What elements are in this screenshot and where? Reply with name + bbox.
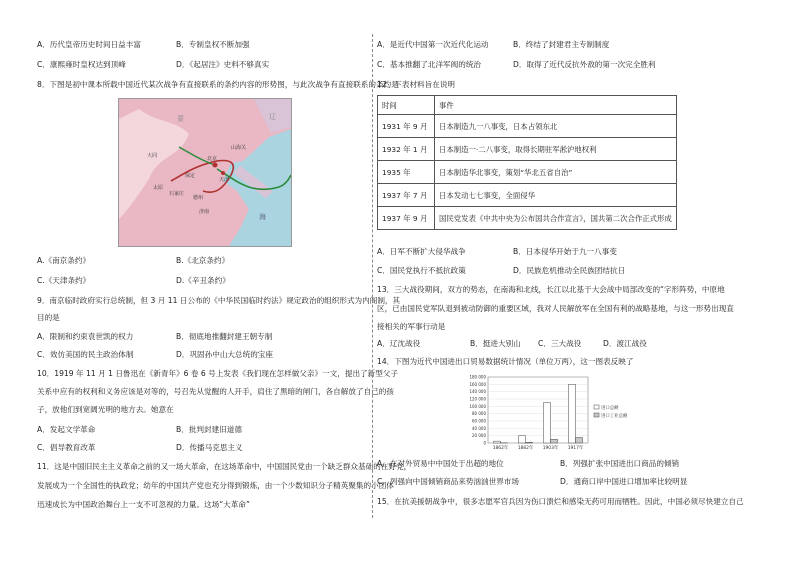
q14-option-c[interactable]: C．列强向中国倾销商品来势汹汹世界市场: [377, 477, 519, 486]
chart-y-tick-label: 60 000: [472, 418, 486, 424]
q10-stem-line2: 关系中应有的权利和义务应该是对等的，号召先从觉醒的人开手，肩住了黑暗的闸门，各自解放了自己的孩: [37, 387, 394, 396]
chart-y-tick-label: 0: [483, 440, 486, 446]
q10-option-c[interactable]: C．倡导教育改革: [37, 443, 96, 452]
chart-y-tick-label: 80 000: [472, 411, 486, 417]
chart-legend: [594, 404, 628, 419]
chart-legend-swatch: [594, 413, 599, 417]
q13-stem-line2: 区，已由国民党军队退到被动防御的重要区域，我对人民解放军在全国有利的战略基地，与这一形势出现直: [377, 304, 734, 313]
q14-option-d[interactable]: D．通商口岸中国进口增加率比较明显: [560, 477, 688, 486]
q13-option-d[interactable]: D．渡江战役: [603, 339, 647, 348]
chart-bar: [569, 384, 576, 443]
chart-y-tick-label: 100 000: [469, 403, 486, 409]
table-cell-time: 1937 年 9 月: [378, 207, 435, 230]
q11-option-a[interactable]: A．是近代中国第一次近代化运动: [377, 40, 489, 49]
q8-option-c[interactable]: C.《天津条约》: [37, 276, 91, 285]
table-cell-event: 日本制造华北事变，策划“华北五省自治”: [435, 161, 677, 184]
map-label-tianjin: 天津: [219, 177, 230, 183]
table-cell-time: 1935 年: [378, 161, 435, 184]
map-label-shanhaiguan: 山海关: [231, 145, 247, 151]
table-cell-event: 日本制造九一八事变，日本占领东北: [435, 115, 677, 138]
chart-x-tick-label: 1903年: [542, 446, 559, 451]
q15-stem: 15．在抗美援朝战争中，很多志愿军官兵因为伤口溃烂和感染无药可用而牺牲。因此，中国必须尽快建立自己: [377, 497, 744, 506]
q14-option-b[interactable]: B．列强扩张中国进出口商品的倾销: [560, 459, 680, 468]
q12-option-c[interactable]: C．国民党执行不抵抗政策: [377, 266, 466, 275]
chart-y-tick-label: 20 000: [472, 433, 486, 439]
map-label-dezhou: 德州: [193, 195, 204, 201]
q9-stem-line1: 9．南京临时政府实行总统制，但 3 月 11 日公布的《中华民国临时约法》规定政治的组织形式为内阁制，其: [37, 296, 401, 305]
q10-option-d[interactable]: D．传播马克思主义: [176, 443, 243, 452]
map-label-jinan: 济南: [199, 209, 210, 215]
table-cell-time: 1931 年 9 月: [378, 115, 435, 138]
q14-option-a[interactable]: A．在对外贸易中中国处于出超的地位: [377, 459, 504, 468]
q7-option-a[interactable]: A．历代皇帝历史时间日益丰富: [37, 40, 141, 49]
q12-option-d[interactable]: D．民族危机推动全民族团结抗日: [513, 266, 626, 275]
chart-y-tick-label: 160 000: [469, 381, 486, 387]
q9-option-b[interactable]: B．彻底地推翻封建王朝专制: [176, 332, 273, 341]
table-cell-event: 国民党发表《中共中央为公布国共合作宣言》，国共第二次合作正式形成: [435, 207, 677, 230]
column-divider: [372, 34, 373, 518]
q13-option-c[interactable]: C．三大战役: [538, 339, 582, 348]
q9-option-d[interactable]: D．巩固孙中山大总统的宝座: [176, 350, 273, 359]
q8-stem: 8．下图是初中课本所载中国近代某次战争有直接联系的条约内容的形势图，与此次战争有直接联系的条约是: [37, 80, 399, 89]
q7-option-b[interactable]: B．专制皇权不断加强: [176, 40, 250, 49]
war-route-map: [118, 98, 292, 247]
table-cell-time: 1932 年 1 月: [378, 138, 435, 161]
table-row: [378, 115, 677, 138]
q13-stem-line3: 接相关的军事行动是: [377, 322, 446, 331]
table-row: [378, 161, 677, 184]
map-label-beijing: 北京: [207, 156, 218, 162]
map-svg: [119, 99, 291, 246]
table-row: [378, 207, 677, 230]
map-label-baoding: 保定: [185, 173, 196, 179]
q13-stem-line1: 13．三大战役期间，双方的势态，在南海和北线，长江以北基于大会战中局部改变的“字形阵势，中原地: [377, 285, 725, 294]
chart-x-tick-label: 1862年: [492, 446, 509, 451]
q8-option-d[interactable]: D.《辛丑条约》: [176, 276, 230, 285]
q9-stem-line2: 目的是: [37, 313, 60, 322]
chart-y-tick-label: 40 000: [472, 425, 486, 431]
table-cell-event: 日本制造一·二八事变，取得长期驻军淞沪地权利: [435, 138, 677, 161]
table-row: [378, 138, 677, 161]
q8-option-b[interactable]: B.《北京条约》: [176, 256, 230, 265]
chart-legend-label: 进口工业总额: [601, 414, 628, 419]
q11-option-d[interactable]: D．取得了近代反抗外敌的第一次完全胜利: [513, 60, 656, 69]
q9-option-c[interactable]: C．效仿美国的民主政治体制: [37, 350, 134, 359]
q10-option-b[interactable]: B．批判封建旧道德: [176, 425, 242, 434]
q10-stem-line3: 子，放他们到宽阔光明的地方去。她意在: [37, 405, 174, 414]
map-label-shijiazhuang: 石家庄: [169, 191, 185, 197]
q12-option-a[interactable]: A．日军不断扩大侵华战争: [377, 247, 466, 256]
table-cell-event: 日本发动七七事变，全面侵华: [435, 184, 677, 207]
chart-y-tick-label: 140 000: [469, 389, 486, 395]
chart-bar: [544, 403, 551, 443]
q13-option-a[interactable]: A．辽沈战役: [377, 339, 421, 348]
chart-y-tick-label: 180 000: [469, 374, 486, 380]
q11-stem-line2: 发展成为一个全国性的执政党；幼年的中国共产党也充分得到锻炼，由一个少数知识分子精英聚集的小团体: [37, 481, 394, 490]
q11-option-b[interactable]: B．终结了封建君主专制制度: [513, 40, 610, 49]
q9-option-a[interactable]: A．限制和约束袁世凯的权力: [37, 332, 134, 341]
events-table: [377, 95, 677, 230]
q7-option-c[interactable]: C．康熙雍时皇权达到顶峰: [37, 60, 126, 69]
chart-bar: [519, 436, 526, 443]
table-header-event: 事件: [435, 96, 677, 115]
q8-option-a[interactable]: A.《南京条约》: [37, 256, 91, 265]
map-marker-tianjin: [221, 171, 225, 175]
q11-option-c[interactable]: C．基本推翻了北洋军阀的统治: [377, 60, 482, 69]
q11-stem-line3: 迅速成长为中国政治舞台上一支不可忽视的力量。这场“大革命”: [37, 500, 250, 509]
trade-bar-chart: [458, 373, 634, 451]
q13-option-b[interactable]: B．挺进大别山: [470, 339, 521, 348]
map-marker-beijing: [213, 163, 218, 168]
q11-stem-line1: 11．这是中国旧民主主义革命之前的又一场大革命，在这场革命中，中国国民党由一个缺乏群众基础的在野党，: [37, 462, 412, 471]
chart-legend-label: 进口总额: [601, 406, 619, 411]
chart-bar: [494, 441, 501, 443]
q10-option-a[interactable]: A．发起文学革命: [37, 425, 96, 434]
q14-stem: 14．下图为近代中国进出口贸易数据统计情况（单位万两），这一图表反映了: [377, 357, 634, 366]
q12-stem: 12．下表材料旨在说明: [377, 80, 456, 89]
chart-x-tick-label: 1917年: [567, 446, 584, 451]
chart-bar: [526, 442, 533, 443]
table-cell-time: 1937 年 7 月: [378, 184, 435, 207]
q7-option-d[interactable]: D．《起居注》史料不够真实: [176, 60, 270, 69]
map-label-datong: 大同: [147, 153, 158, 159]
chart-bar: [576, 438, 583, 444]
q12-option-b[interactable]: B．日本侵华开始于九一八事变: [513, 247, 617, 256]
map-label-taiyuan: 太原: [153, 185, 164, 191]
map-label-mongolia: 蒙: [177, 115, 184, 123]
map-label-liao: 辽: [269, 113, 276, 121]
table-header-row: [378, 96, 677, 115]
chart-bar: [551, 439, 558, 443]
map-label-sea: 海: [259, 213, 266, 221]
q10-stem-line1: 10．1919 年 11 月 1 日鲁迅在《新青年》6 卷 6 号上发表《我们现在怎样做父亲》一文，提出了新型父子: [37, 369, 399, 378]
chart-x-tick-label: 1882年: [517, 446, 534, 451]
table-header-time: 时间: [378, 96, 435, 115]
chart-y-tick-label: 120 000: [469, 396, 486, 402]
table-row: [378, 184, 677, 207]
chart-legend-swatch: [594, 405, 599, 409]
